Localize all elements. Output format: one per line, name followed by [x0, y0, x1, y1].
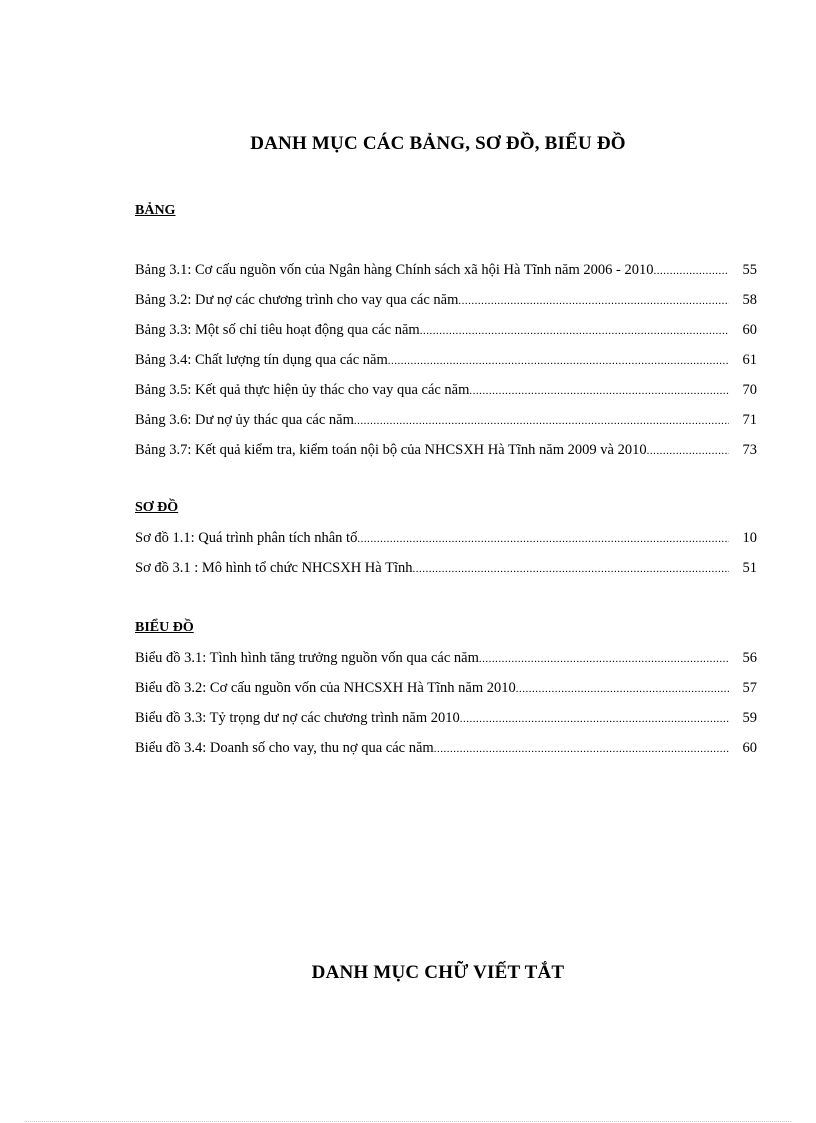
- toc-entry[interactable]: [135, 733, 757, 763]
- list-so-do: [135, 523, 757, 583]
- toc-entry[interactable]: [135, 285, 757, 315]
- entry-label: Bảng 3.6: Dư nợ ủy thác qua các năm: [135, 412, 354, 428]
- entry-label: Bảng 3.7: Kết quả kiểm tra, kiểm toán nội bộ của NHCSXH Hà Tĩnh năm 2009 và 2010: [135, 442, 647, 458]
- toc-entry[interactable]: [135, 673, 757, 703]
- leader-dots: [420, 316, 729, 346]
- leader-dots: [357, 524, 729, 554]
- leader-dots: [354, 406, 729, 436]
- toc-entry[interactable]: [135, 345, 757, 375]
- toc-entry[interactable]: [135, 523, 757, 553]
- leader-dots: [653, 256, 729, 286]
- entry-page-number: 56: [742, 650, 757, 666]
- section-heading-bang: BẢNG: [135, 203, 176, 218]
- toc-entry[interactable]: [135, 703, 757, 733]
- entry-page-number: 58: [742, 292, 757, 308]
- entry-page-number: 57: [742, 680, 757, 696]
- entry-label: Bảng 3.3: Một số chỉ tiêu hoạt động qua các năm: [135, 322, 420, 338]
- toc-entry[interactable]: [135, 435, 757, 465]
- leader-dots: [460, 704, 729, 734]
- entry-label: Bảng 3.2: Dư nợ các chương trình cho vay qua các năm: [135, 292, 459, 308]
- leader-dots: [434, 734, 729, 764]
- toc-entry[interactable]: [135, 405, 757, 435]
- leader-dots: [647, 436, 729, 466]
- entry-page-number: 60: [742, 322, 757, 338]
- section-heading-bieu-do: BIỂU ĐỒ: [135, 620, 194, 635]
- toc-entry[interactable]: [135, 315, 757, 345]
- entry-label: Bảng 3.5: Kết quả thực hiện ủy thác cho vay qua các năm: [135, 382, 470, 398]
- toc-entry[interactable]: [135, 255, 757, 285]
- abbreviations-title: DANH MỤC CHỮ VIẾT TẮT: [311, 962, 565, 983]
- entry-label: Sơ đồ 3.1 : Mô hình tổ chức NHCSXH Hà Tĩnh: [135, 560, 413, 576]
- section-heading-so-do: SƠ ĐỒ: [135, 500, 179, 515]
- leader-dots: [479, 644, 729, 674]
- entry-page-number: 71: [742, 412, 757, 428]
- entry-page-number: 59: [742, 710, 757, 726]
- entry-page-number: 73: [742, 442, 757, 458]
- entry-page-number: 51: [742, 560, 757, 576]
- entry-label: Biểu đồ 3.3: Tỷ trọng dư nợ các chương trình năm 2010: [135, 710, 460, 726]
- toc-entry[interactable]: [135, 553, 757, 583]
- page-bottom-divider: [25, 1121, 791, 1122]
- leader-dots: [516, 674, 729, 704]
- toc-entry[interactable]: [135, 643, 757, 673]
- entry-page-number: 61: [742, 352, 757, 368]
- list-bieu-do: [135, 643, 757, 763]
- leader-dots: [388, 346, 729, 376]
- entry-label: Bảng 3.1: Cơ cấu nguồn vốn của Ngân hàng Chính sách xã hội Hà Tĩnh năm 2006 - 2010: [135, 262, 654, 278]
- entry-label: Biểu đồ 3.4: Doanh số cho vay, thu nợ qua các năm: [135, 740, 434, 756]
- toc-entry[interactable]: [135, 375, 757, 405]
- leader-dots: [469, 376, 729, 406]
- entry-label: Biểu đồ 3.1: Tình hình tăng trưởng nguồn vốn qua các năm: [135, 650, 479, 666]
- entry-label: Sơ đồ 1.1: Quá trình phân tích nhân tố: [135, 530, 358, 546]
- page-title: DANH MỤC CÁC BẢNG, SƠ ĐỒ, BIỂU ĐỒ: [250, 133, 626, 154]
- leader-dots: [458, 286, 729, 316]
- entry-page-number: 60: [742, 740, 757, 756]
- entry-page-number: 70: [742, 382, 757, 398]
- leader-dots: [412, 554, 729, 584]
- entry-page-number: 55: [742, 262, 757, 278]
- entry-page-number: 10: [742, 530, 757, 546]
- entry-label: Bảng 3.4: Chất lượng tín dụng qua các năm: [135, 352, 388, 368]
- entry-label: Biểu đồ 3.2: Cơ cấu nguồn vốn của NHCSXH Hà Tĩnh năm 2010: [135, 680, 516, 696]
- list-bang: [135, 255, 757, 465]
